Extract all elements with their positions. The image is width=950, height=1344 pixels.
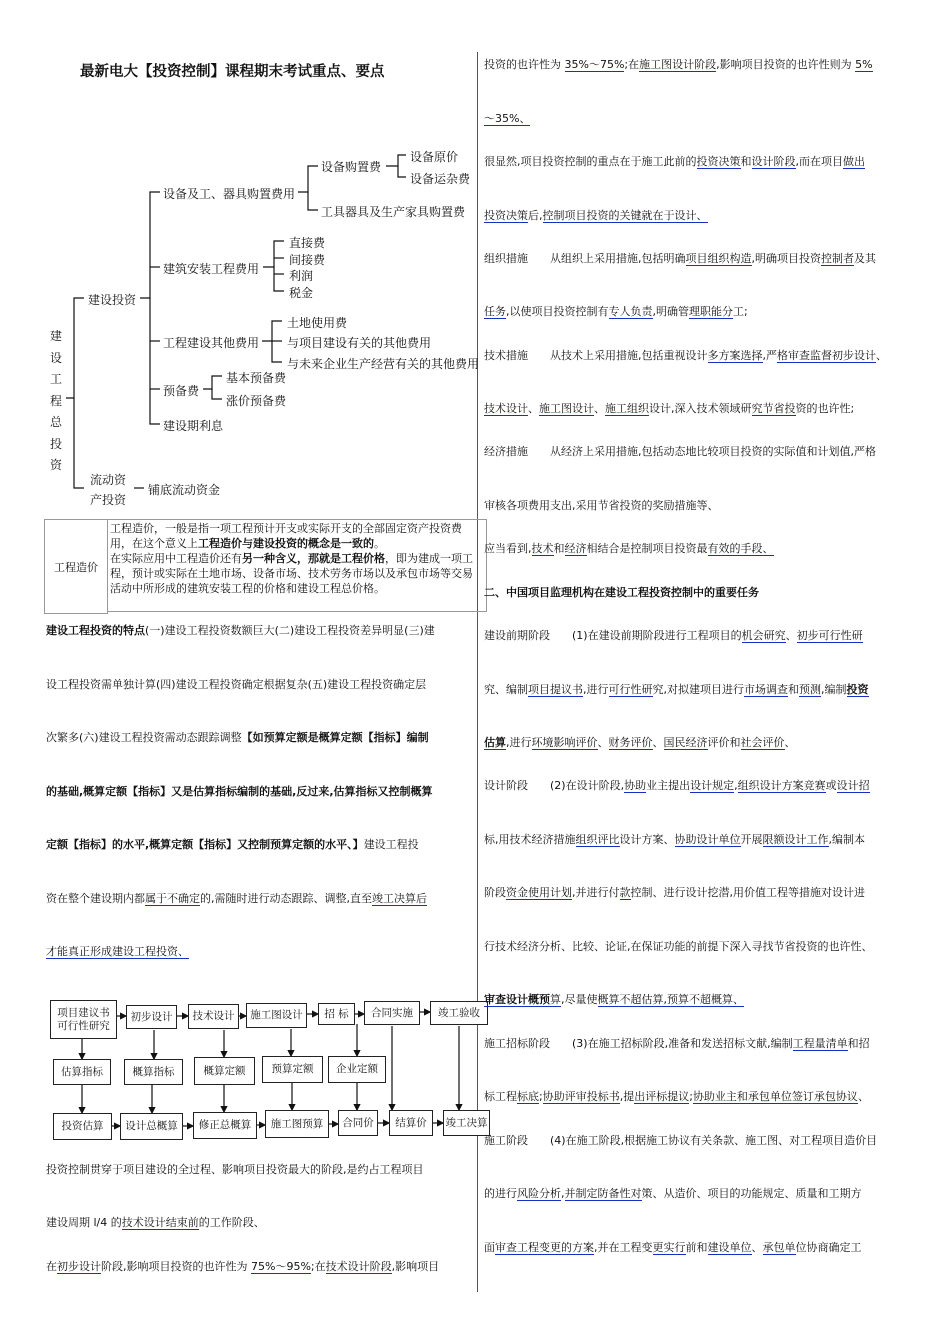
underlined-term: 协助评审投标书 (542, 1090, 620, 1103)
text-span: ,提 (619, 1090, 635, 1103)
underlined-term: 组织评比 (575, 833, 620, 846)
tree-node: 工程建设其他费用 (163, 336, 260, 350)
underlined-term: 更实行 (652, 1241, 686, 1254)
underlined-term: 控制项目投资的关键就在于设计、 (542, 209, 708, 222)
text-span: 工; (733, 305, 748, 318)
text-span: 设计,深入技术领域研 (649, 402, 752, 415)
underlined-term: 有效的手段、 (707, 542, 774, 555)
text-span: 和招 (847, 1037, 870, 1050)
underlined-term: 5% (855, 58, 873, 71)
text-line (484, 777, 870, 793)
cost-text: 工程造价，一般是指一项工程预计开支或实际开支的全部固定资产投资费用，在这个意义上 (110, 522, 462, 550)
text-line: 的基础,概算定额【指标】又是估算指标编制的基础,反过来,估算指标又控制概算 (46, 785, 433, 798)
text-line (484, 734, 796, 750)
underlined-term: 出评标提议 (634, 1090, 690, 1103)
flow-box: 竣工验收 (430, 1001, 488, 1025)
flow-box: 合同实施 (364, 1001, 420, 1025)
text-span: ,进行 (506, 736, 532, 749)
text-span: 组织措施 从组织上采用措施,包括明确 (484, 252, 686, 265)
underlined-term: 审查设计概预 (484, 993, 550, 1006)
underlined-term: ～35%、 (484, 112, 531, 125)
underlined-term: 工程量清单 (792, 1037, 848, 1050)
text-span: ,影响项目投资的也许性则为 (716, 58, 856, 71)
text-span: 和 (788, 683, 799, 696)
underlined-term: 概算不超估算,预算不超概算、 (597, 993, 744, 1006)
text-span: 和 (553, 542, 565, 555)
underlined-term: 任务 (484, 305, 506, 318)
underlined-term: 算 (550, 993, 561, 1006)
tree-node: 产投资 (90, 493, 127, 507)
underlined-term: 设计阶段 (751, 155, 796, 168)
underlined-term: 款 (619, 886, 631, 899)
text-span: 阶段,影响项目投资的也许性为 (101, 1260, 251, 1273)
tree-root-char: 程 (50, 393, 63, 408)
text-span: 、 (784, 736, 796, 749)
text-span: 开展 (740, 833, 763, 846)
text-span: 评价和 (707, 736, 741, 749)
underlined-term: 预测 (799, 683, 821, 696)
underlined-term: 投资决策 (484, 209, 528, 222)
text-line (484, 110, 530, 126)
text-span: 的,需随时进行动态跟踪、调整,直至 (200, 892, 372, 905)
cost-text: ，即为建成一项工程，预计或实际在土地市场、设备市场、技术劳务市场以及承包市场等交易活动中所形成的建筑安装工程的价格和建设工程总价格。 (110, 552, 473, 595)
tree-node: 设备购置费 (321, 160, 382, 174)
underlined-term: 环境影响评价 (531, 736, 598, 749)
text-span: 的进行 (484, 1187, 517, 1200)
tree-node: 建设投资 (88, 293, 137, 307)
underlined-term: 初步设计 (57, 1260, 101, 1273)
underlined-term: 协助设计单位 (674, 833, 741, 846)
underlined-term: 属于不确定 (145, 892, 200, 905)
flow-box: 施工图预算 (265, 1110, 329, 1138)
underlined-term: 35%～75% (564, 58, 625, 71)
flow-lines (0, 0, 490, 1150)
underlined-term: 经济 (564, 542, 587, 555)
text-bold: 【如预算定额是概算定额【指标】编制 (241, 731, 429, 744)
underlined-term: 做出 (843, 155, 865, 168)
underlined-term: 标底 (517, 1090, 539, 1103)
text-span: 次繁多(六)建设工程投资需动态跟踪调整 (46, 731, 242, 744)
text-bold: 定额【指标】的水平,概算定额【指标】又控制预算定额的水平、】 (46, 838, 364, 851)
text-span: (一)建设工程投资数额巨大(二)建设工程投资差异明显(三)建 (145, 624, 435, 637)
flow-box: 预算定额 (262, 1056, 323, 1083)
text-span: 、 (652, 736, 664, 749)
text-span: , (734, 779, 738, 792)
tree-node: 工具器具及生产家具购置费 (321, 205, 466, 219)
page-title: 最新电大【投资控制】课程期末考试重点、要点 (80, 64, 385, 80)
underlined-term: 控制者 (821, 252, 854, 265)
flow-box: 合同价 (338, 1110, 378, 1136)
text-line: 审核各项费用支出,采用节省投资的奖励措施等、 (484, 499, 719, 512)
underlined-term: 估算 (484, 736, 506, 749)
tree-node: 直接费 (289, 236, 326, 250)
tree-node: 土地使用费 (287, 316, 348, 330)
tree-node: 建筑安装工程费用 (163, 262, 260, 276)
text-span: 前和 (685, 1241, 708, 1254)
tree-node: 建设期利息 (163, 419, 224, 433)
underlined-term: 施工组织 (605, 402, 649, 415)
cost-text: 在实际应用中工程造价还有 (110, 552, 242, 565)
text-span: 、 (785, 629, 797, 642)
cost-text-bold: 另一种含义，那就是工程价格 (242, 552, 385, 565)
text-span: 很显然,项目投资控制的重点在于施工此前的 (484, 155, 697, 168)
text-span: 、 (594, 402, 605, 415)
cost-label: 工程造价 (54, 560, 98, 574)
underlined-term: 风险分析 (517, 1187, 561, 1200)
underlined-term: 审查工程变更的方案 (495, 1241, 594, 1254)
underlined-term: 可行性研 (608, 683, 653, 696)
text-line (484, 831, 865, 847)
flow-box: 企业定额 (328, 1056, 386, 1083)
text-span: 究、编制 (484, 683, 528, 696)
text-line (484, 1088, 869, 1104)
flow-box: 估算指标 (53, 1059, 111, 1085)
tree-node: 涨价预备费 (226, 394, 287, 408)
text-span: ,编制 (821, 683, 847, 696)
text-span: 或 (825, 779, 837, 792)
underlined-term: 项目提议书 (528, 683, 583, 696)
flow-box: 施工图设计 (246, 1003, 307, 1028)
underlined-term: 限额设计工作 (762, 833, 829, 846)
underlined-term: 市场调查 (744, 683, 788, 696)
text-bold: 建设工程投资的特点 (46, 624, 145, 637)
underlined-term: 设计招 (836, 779, 870, 792)
text-line (484, 347, 887, 363)
underlined-term: 投资 (846, 683, 869, 696)
underlined-term: 技术设计 (484, 402, 528, 415)
text-line (484, 540, 774, 556)
text-span: 投资的也许性为 (484, 58, 565, 71)
flow-box: 竣工决算 (443, 1110, 490, 1136)
tree-node: 设备原价 (410, 150, 459, 164)
tree-root-char: 建 (50, 329, 63, 343)
text-span: 设计方案、 (619, 833, 675, 846)
underlined-term: 施工图设计阶段 (639, 58, 717, 71)
cost-text-bold: 工程造价与建设投资的概念是一致的 (198, 537, 374, 550)
underlined-term: 社会评价 (740, 736, 785, 749)
tree-root-char: 资 (50, 458, 63, 472)
text-span: 位协商确定工 (795, 1241, 862, 1254)
text-span: , (561, 1187, 565, 1200)
tree-node: 间接费 (289, 253, 326, 267)
underlined-term: 专人负责 (608, 305, 653, 318)
text-span: 和 (740, 155, 752, 168)
text-span: 、 (528, 402, 539, 415)
text-line: 设工程投资需单独计算(四)建设工程投资确定根据复杂(五)建设工程投资确定层 (46, 678, 427, 691)
underlined-term: 格审查监督 (777, 349, 832, 362)
underlined-term: 投资决策 (696, 155, 741, 168)
text-span: ,进行 (583, 683, 609, 696)
text-span: 、 (597, 736, 609, 749)
underlined-term: 建设单位 (707, 1241, 752, 1254)
underlined-term: 75%～95% (251, 1260, 311, 1273)
text-span: 资在整个建设期内都 (46, 892, 145, 905)
tree-node: 税金 (289, 286, 314, 300)
underlined-term: 技术设计结束前 (121, 1216, 199, 1229)
text-span: 相结合是控制项目投资最 (586, 542, 708, 555)
text-span: ,并在工程变 (594, 1241, 653, 1254)
text-span: 阶段 (484, 886, 506, 899)
tree-node: 设备及工、器具购置费用 (163, 187, 296, 201)
text-span: 、 (876, 349, 887, 362)
text-span: ,严 (762, 349, 777, 362)
tree-root-char: 投 (50, 436, 63, 451)
tree-node: 设备运杂费 (410, 172, 471, 186)
text-span: 标工程 (484, 1090, 517, 1103)
text-span: 业主提出 (646, 779, 691, 792)
text-line (484, 1185, 862, 1201)
text-span: ,影响项目 (391, 1260, 440, 1273)
text-span: 策、从造价、项目的功能规定、质量和工期方 (641, 1187, 862, 1200)
text-span: 技术措施 从技术上采用措施,包括重视设计 (484, 349, 708, 362)
text-line (484, 991, 744, 1007)
text-span: 应当看到, (484, 542, 532, 555)
text-line (484, 1035, 870, 1051)
text-span: ; (689, 1090, 693, 1103)
text-line: 施工阶段 (4)在施工阶段,根据施工协议有关条款、施工图、对工程项目造价目 (484, 1134, 878, 1147)
text-line (484, 884, 865, 900)
text-span: ;在 (624, 58, 640, 71)
text-span: ,明确项目投资 (751, 252, 821, 265)
text-span: 、 (751, 1241, 763, 1254)
text-span: 设计阶段 (2)在设计阶段, (484, 779, 625, 792)
tree-node: 基本预备费 (226, 371, 287, 385)
underlined-term: 并制定防备性对 (564, 1187, 642, 1200)
underlined-term: 理职能分 (689, 305, 733, 318)
text-span: 究,对拟建项目进行 (652, 683, 744, 696)
underlined-term: 财务评价 (608, 736, 653, 749)
text-span: 后, (528, 209, 543, 222)
text-line (484, 627, 863, 643)
section-heading: 二、中国项目监理机构在建设工程投资控制中的重要任务 (484, 586, 759, 599)
text-line: 经济措施 从经济上采用措施,包括动态地比较项目投资的实际值和计划值,严格 (484, 445, 876, 458)
underlined-term: 机会研究 (741, 629, 786, 642)
text-line (484, 400, 854, 416)
text-span: ; (539, 1090, 543, 1103)
text-line (484, 681, 869, 697)
underlined-term: 初步可行性研 (796, 629, 863, 642)
flow-box: 招 标 (318, 1003, 355, 1025)
tree-node: 与未来企业生产经营有关的其他费用 (287, 357, 480, 371)
text-span: ,尽量使 (561, 993, 598, 1006)
flow-box: 修正总概算 (193, 1112, 257, 1139)
flow-box: 结算价 (389, 1110, 433, 1136)
text-span: 施工招标阶段 (3)在施工招标阶段,准备和发送招标文献,编制 (484, 1037, 793, 1050)
underlined-term: 才能真正形成建设工程投资、 (46, 945, 189, 958)
flow-box: 投资估算 (53, 1113, 112, 1140)
tree-root-char: 工 (50, 372, 63, 386)
text-span: ,并进行付 (572, 886, 620, 899)
cost-text: 。 (374, 537, 385, 550)
text-span: 建设工程投 (363, 838, 419, 851)
tree-root-char: 设 (50, 350, 63, 365)
text-span: 、 (857, 1090, 869, 1103)
tree-node: 与项目建设有关的其他费用 (287, 336, 432, 350)
underlined-term: 技术设计阶段 (325, 1260, 392, 1273)
text-line (484, 153, 865, 169)
flow-box: 概算指标 (124, 1059, 183, 1085)
underlined-term: 究节省投 (751, 402, 796, 415)
text-line (484, 250, 876, 266)
underlined-term: 技术 (531, 542, 554, 555)
underlined-term: 资金使用计划 (506, 886, 572, 899)
underlined-term: 协助 (624, 779, 647, 792)
tree-node: 铺底流动资金 (148, 483, 221, 497)
flow-box: 技术设计 (188, 1004, 239, 1029)
text-span: 在 (46, 1260, 57, 1273)
underlined-term: 设计规定 (690, 779, 735, 792)
underlined-term: 多方案选择 (707, 349, 763, 362)
underlined-term: 协助业主和承包单位签订承包协议 (692, 1090, 858, 1103)
text-span: ,而在项目 (795, 155, 843, 168)
flow-box: 概算定额 (194, 1057, 255, 1085)
tree-root-char: 总 (50, 415, 63, 429)
underlined-term: 承包单 (762, 1241, 796, 1254)
flow-box: 初步设计 (126, 1005, 177, 1029)
text-line (484, 56, 873, 72)
underlined-term: 施工图设计 (539, 402, 594, 415)
text-span: ,编制本 (828, 833, 865, 846)
text-line: 行技术经济分析、比较、论证,在保证功能的前提下深入寻找节省投资的也许性、 (484, 940, 873, 953)
tree-node: 预备费 (163, 384, 200, 398)
underlined-term: 组织设计方案竞赛 (737, 779, 826, 792)
text-span: ,以使项目投资控制有 (506, 305, 609, 318)
text-span: 的工作阶段、 (198, 1216, 265, 1229)
text-line: 投资控制贯穿于项目建设的全过程、影响项目投资最大的阶段,是约占工程项目 (46, 1163, 424, 1176)
underlined-term: 竣工决算后 (372, 892, 427, 905)
flow-box: 项目建议书 可行性研究 (50, 1000, 117, 1039)
text-span: 控制、进行设计挖潜,用价值工程等措施对设计进 (630, 886, 865, 899)
underlined-term: 国民经济 (663, 736, 708, 749)
text-span: ;在 (310, 1260, 326, 1273)
text-span: 建设前期阶段 (1)在建设前期阶段进行工程项目的 (484, 629, 742, 642)
underlined-term: 初步设计 (832, 349, 876, 362)
text-line (484, 207, 708, 223)
flow-box: 设计总概算 (120, 1113, 183, 1140)
text-line (484, 1239, 862, 1255)
text-span: ,明确管 (652, 305, 689, 318)
tree-node: 利润 (289, 269, 314, 283)
text-line (46, 1214, 265, 1230)
text-span: 标,用技术经济措施 (484, 833, 576, 846)
tree-node: 流动资 (90, 473, 127, 487)
underlined-term: 项目组织构造 (685, 252, 752, 265)
text-span: 资的也许性; (795, 402, 855, 415)
text-span: 建设周期 l/4 的 (46, 1216, 122, 1229)
text-span: 及其 (854, 252, 876, 265)
text-line (46, 1258, 439, 1274)
text-span: 面 (484, 1241, 495, 1254)
text-line (484, 303, 748, 319)
